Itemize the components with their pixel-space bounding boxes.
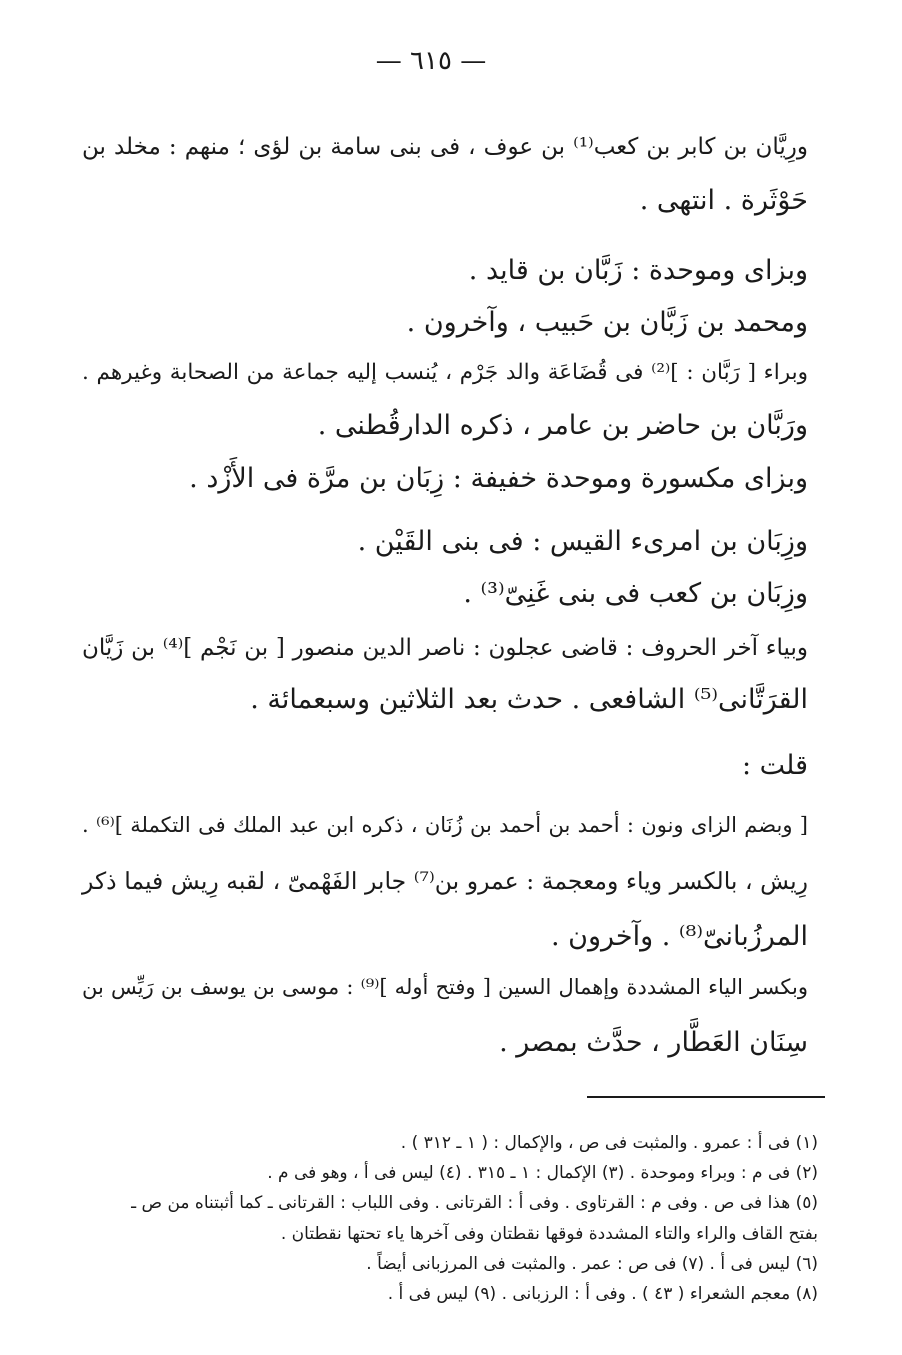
footnote-line: (٥) هذا فى ص . وفى م : القرتاوى . وفى أ : القرتانى . وفى اللباب : القرتانى ـ كما أثبتناه من ص ـ	[131, 1193, 818, 1213]
text-line: سِنَان العَطَّار ، حدَّث بمصر .	[499, 1027, 808, 1058]
text-line: قلت :	[741, 750, 808, 781]
footnote-line: (٦) ليس فى أ . (٧) فى ص : عمر . والمثبت فى المرزبانى أيضاً .	[366, 1254, 818, 1274]
text-line: وبياء آخر الحروف : قاضى عجلون : ناصر الدين منصور [ بن نَجْم ]⁽⁴⁾ بن زَيَّان	[82, 635, 808, 661]
text-line: [ وبضم الزاى ونون : أحمد بن أحمد بن زُنَان ، ذكره ابن عبد الملك فى التكملة ]⁽⁶⁾ .	[82, 813, 808, 837]
footnote-line: بفتح القاف والراء والتاء المشددة فوقها نقطتان وفى آخرها ياء تحتها نقطتان .	[280, 1224, 818, 1244]
text-line: القرَتَّانى⁽⁵⁾ الشافعى . حدث بعد الثلاثين وسبعمائة .	[250, 684, 808, 715]
text-line: ورِيَّان بن كابر بن كعب⁽¹⁾ بن عوف ، فى بنى سامة بن لؤى ؛ منهم : مخلد بن	[82, 134, 809, 160]
text-line: ورَبَّان بن حاضر بن عامر ، ذكره الدارقُطنى .	[317, 410, 808, 441]
text-line: وزِبَان بن امرىء القيس : فى بنى القَيْن .	[357, 526, 808, 557]
footnote-line: (٢) فى م : وبراء وموحدة . (٣) الإكمال : ١ ـ ٣١٥ . (٤) ليس فى أ ، وهو فى م .	[267, 1163, 818, 1183]
text-line: ومحمد بن زَبَّان بن حَبيب ، وآخرون .	[406, 307, 808, 338]
text-line: المرزُبانىّ⁽⁸⁾ . وآخرون .	[550, 921, 808, 952]
text-line: رِيش ، بالكسر وياء ومعجمة : عمرو بن⁽⁷⁾ جابر الفَهْمىّ ، لقبه رِيش فيما ذكر	[82, 867, 809, 895]
text-line: حَوْثَرة . انتهى .	[639, 185, 808, 216]
text-line: وبزاى وموحدة : زَبَّان بن قايد .	[468, 255, 808, 286]
text-line: وبراء [ رَبَّان : ]⁽²⁾ فى قُضَاعَة والد جَرْم ، يُنسب إليه جماعة من الصحابة وغيرهم .	[82, 360, 808, 385]
footnote-separator	[587, 1096, 825, 1098]
footnote-line: (٨) معجم الشعراء ( ٤٣ ) . وفى أ : الرزبانى . (٩) ليس فى أ .	[387, 1284, 818, 1304]
text-line: وبكسر الياء المشددة وإهمال السين [ وفتح أوله ]⁽⁹⁾ : موسى بن يوسف بن رَيِّس بن	[82, 975, 808, 999]
page-number: — ٦١٥ —	[375, 46, 487, 76]
text-line: وزِبَان بن كعب فى بنى غَنِىّ⁽³⁾ .	[463, 578, 808, 609]
footnote-line: (١) فى أ : عمرو . والمثبت فى ص ، والإكمال : ( ١ ـ ٣١٢ ) .	[400, 1133, 818, 1153]
text-line: وبزاى مكسورة وموحدة خفيفة : زِبَان بن مرَّة فى الأَزْد .	[189, 463, 808, 494]
